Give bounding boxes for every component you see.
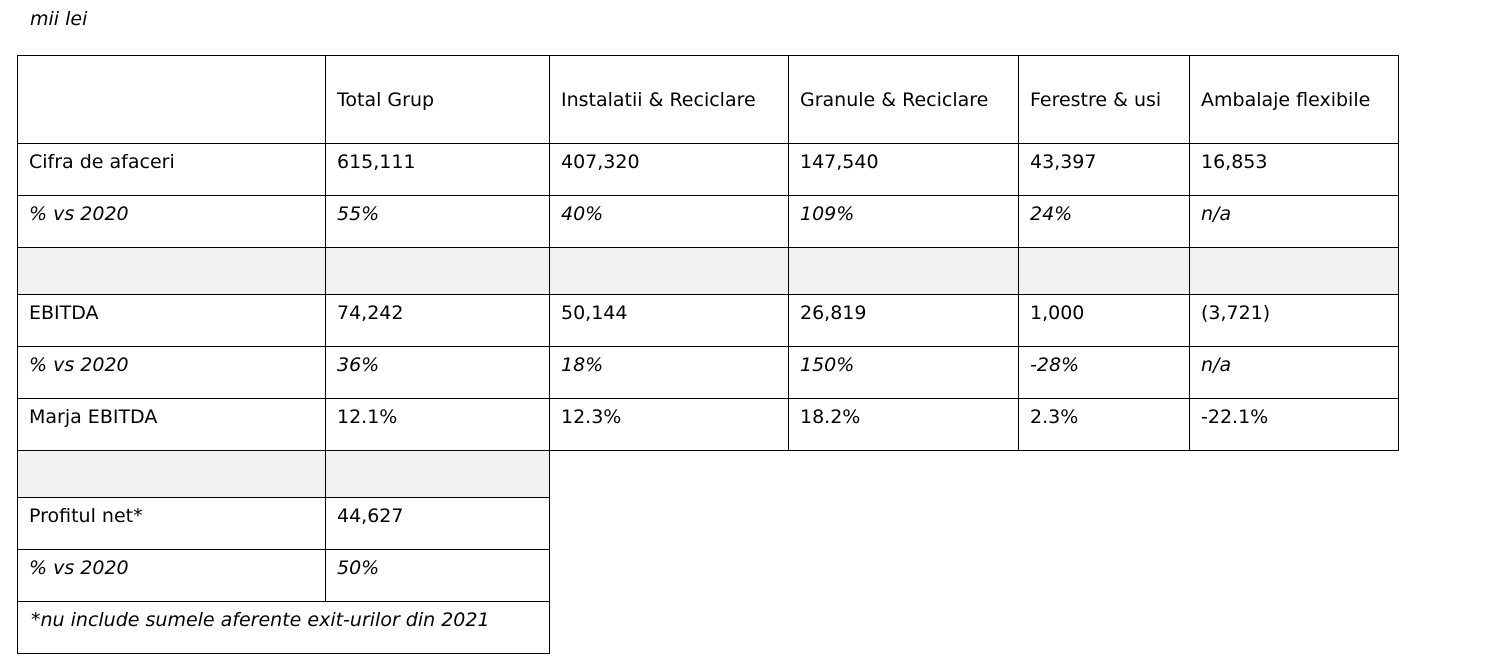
row-label: % vs 2020 bbox=[18, 196, 326, 248]
financial-table bbox=[17, 55, 1399, 654]
table-cell: 18.2% bbox=[789, 399, 1019, 451]
spacer-cell bbox=[18, 451, 326, 498]
table-header-row bbox=[18, 56, 1399, 144]
empty-area bbox=[550, 550, 1399, 602]
footnote: *nu include sumele aferente exit-urilor din 2021 bbox=[18, 602, 550, 654]
table-cell: 74,242 bbox=[326, 295, 550, 347]
table-cell: 24% bbox=[1019, 196, 1190, 248]
header-granule-reciclare: Granule & Reciclare bbox=[789, 56, 1019, 144]
spacer-cell bbox=[326, 451, 550, 498]
table-spacer-row bbox=[18, 248, 1399, 295]
header-total-grup: Total Grup bbox=[326, 56, 550, 144]
table-row-cifra-de-afaceri bbox=[18, 144, 1399, 196]
spacer-cell bbox=[1019, 248, 1190, 295]
table-cell: -22.1% bbox=[1190, 399, 1399, 451]
row-label: Cifra de afaceri bbox=[18, 144, 326, 196]
table-cell: 16,853 bbox=[1190, 144, 1399, 196]
table-cell: 150% bbox=[789, 347, 1019, 399]
empty-area bbox=[550, 451, 1399, 498]
row-label: % vs 2020 bbox=[18, 347, 326, 399]
table-cell: 44,627 bbox=[326, 498, 550, 550]
table-cell: (3,721) bbox=[1190, 295, 1399, 347]
table-cell: 2.3% bbox=[1019, 399, 1190, 451]
spacer-cell bbox=[789, 248, 1019, 295]
table-cell: 12.1% bbox=[326, 399, 550, 451]
table-row-profit-pct bbox=[18, 550, 1399, 602]
table-cell: 43,397 bbox=[1019, 144, 1190, 196]
table-cell: 109% bbox=[789, 196, 1019, 248]
table-cell: 36% bbox=[326, 347, 550, 399]
row-label: Profitul net* bbox=[18, 498, 326, 550]
spacer-cell bbox=[1190, 248, 1399, 295]
row-label: Marja EBITDA bbox=[18, 399, 326, 451]
table-cell: 50,144 bbox=[550, 295, 789, 347]
row-label: EBITDA bbox=[18, 295, 326, 347]
header-cell-empty bbox=[18, 56, 326, 144]
table-row-ebitda-pct bbox=[18, 347, 1399, 399]
header-instalatii-reciclare: Instalatii & Reciclare bbox=[550, 56, 789, 144]
table-spacer-row bbox=[18, 451, 1399, 498]
empty-area bbox=[550, 498, 1399, 550]
table-cell: 26,819 bbox=[789, 295, 1019, 347]
table-cell: 55% bbox=[326, 196, 550, 248]
table-cell: 12.3% bbox=[550, 399, 789, 451]
table-row-ebitda bbox=[18, 295, 1399, 347]
table-row-profitul-net bbox=[18, 498, 1399, 550]
table-cell: n/a bbox=[1190, 196, 1399, 248]
table-cell: 147,540 bbox=[789, 144, 1019, 196]
table-cell: n/a bbox=[1190, 347, 1399, 399]
table-cell: 1,000 bbox=[1019, 295, 1190, 347]
header-ferestre-usi: Ferestre & usi bbox=[1019, 56, 1190, 144]
spacer-cell bbox=[326, 248, 550, 295]
table-cell: 407,320 bbox=[550, 144, 789, 196]
table-row-marja-ebitda bbox=[18, 399, 1399, 451]
table-cell: 50% bbox=[326, 550, 550, 602]
table-cell: 40% bbox=[550, 196, 789, 248]
row-label: % vs 2020 bbox=[18, 550, 326, 602]
table-row-cifra-pct bbox=[18, 196, 1399, 248]
spacer-cell bbox=[18, 248, 326, 295]
unit-label: mii lei bbox=[30, 8, 88, 30]
table-cell: 18% bbox=[550, 347, 789, 399]
spacer-cell bbox=[550, 248, 789, 295]
table-cell: -28% bbox=[1019, 347, 1190, 399]
header-ambalaje-flexibile: Ambalaje flexibile bbox=[1190, 56, 1399, 144]
table-cell: 615,111 bbox=[326, 144, 550, 196]
table-footnote-row bbox=[18, 602, 1399, 654]
empty-area bbox=[550, 602, 1399, 654]
